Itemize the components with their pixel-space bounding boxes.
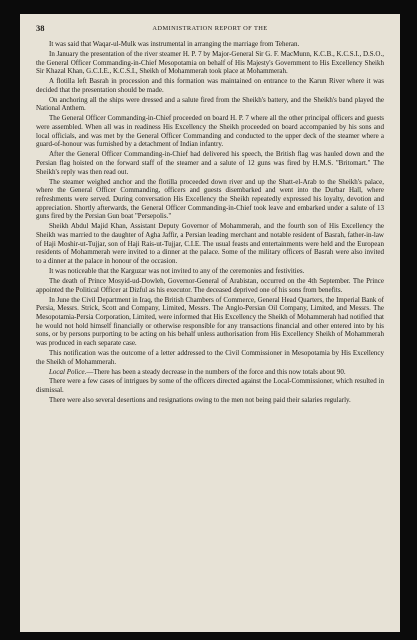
- paragraph: In June the Civil Department in Iraq, the British Chambers of Commerce, General Head Quarters, the Imperial Bank of Persia, Messrs. Strick, Scott and Company, Limited, Messrs. The Anglo-Persian Oil Company, Limited, and Messrs. The Mesopotamia-Persia Corporation, Limited, were informed that His Excellency the Sheikh of Mohammerah had notified that he would not hold himself financially or otherwise responsible for any transactions financial and other entered into by his sons, or by persons purporting to be acting on his behalf unless authorisation from His Excellency Sheikh of Mohammerah was produced in each separate case.: [36, 295, 384, 348]
- paragraph: There were a few cases of intrigues by some of the officers directed against the Local-Commissioner, which resulted in dismissal.: [36, 377, 384, 395]
- local-police-paragraph: [36, 368, 384, 377]
- running-title: ADMINISTRATION REPORT OF THE: [152, 25, 268, 32]
- paragraph: In January the presentation of the river steamer H. P. 7 by Major-General Sir G. F. MacMunn, K.C.B., K.C.S.I., D.S.O., the General Officer Commanding-in-Chief Mesopotamia on behalf of His Majesty's Government to His Excellency Sheikh Sir Khazal Khan, G.C.I.E., K.C.S.I., Sheikh of Mohammerah took place at Mohammerah.: [36, 49, 384, 76]
- paragraph: The steamer weighed anchor and the flotilla proceeded down river and up the Shatt-el-Arab to the Sheikh's palace, where the General Officer Commanding, officers and guests disembarked and went into the Durbar Hall, where refreshments were served. During conversation His Excellency the Sheikh repeatedly expressed his loyalty, devotion and appreciation. Shortly afterwards, the General Officer Commanding-in-Chief took leave and embarked under a salute of 13 guns fired by the Persian Gun boat "Persepolis.": [36, 177, 384, 221]
- local-police-text: —There has been a steady decrease in the numbers of the force and this now totals about 90.: [86, 367, 346, 376]
- paragraph: It was noticeable that the Karguzar was not invited to any of the ceremonies and festivities.: [49, 267, 305, 276]
- paragraph: Sheikh Abdul Majid Khan, Assistant Deputy Governor of Mohammerah, and the fourth son of His Excellency the Sheikh was married to the daughter of Agha Jaffir, a Persian leading merchant and notable resident of Basrah, father-in-law of Haji Moshir-ut-Tujjar, son of Haji Rais-ut-Tujjar, C.I.E. The usual feasts and entertainments were held and the European residents of Mohammerah were invited to a dinner at the palace. Some of the military officers of Basrah were also invited to a dinner at the palace in honour of the occasion.: [36, 222, 384, 266]
- paragraph: On anchoring all the ships were dressed and a salute fired from the Sheikh's battery, and the Sheikh's band played the National Anthem.: [36, 95, 384, 113]
- page-number: 38: [36, 23, 45, 33]
- paragraph: The death of Prince Mosyid-ud-Dowleh, Governor-General of Arabistan, occurred on the 4th September. The Prince appointed the Political Officer at Dizful as his executor. The deceased deprived one of his sons from benefits.: [36, 276, 384, 294]
- document-page: [20, 14, 400, 632]
- local-police-heading: Local Police.: [49, 367, 87, 376]
- paragraph: A flotilla left Basrah in procession and this formation was maintained on entrance to the Karun River where it was decided that the presentation should be made.: [36, 77, 384, 94]
- paragraph: It was said that Waqar-ul-Mulk was instrumental in arranging the marriage from Teheran.: [49, 40, 300, 48]
- paragraph: The General Officer Commanding-in-Chief proceeded on board H. P. 7 where all the other principal officers and guests were assembled. When all was in readiness His Excellency the Sheikh proceeded on board accompanied by his sons and local officials, and was met by the General Officer Commanding and conducted to the upper deck of the steamer where a guard-of-honour was furnished by a detachment of Indian infantry.: [36, 114, 384, 149]
- report-body: [36, 40, 384, 405]
- paragraph: After the General Officer Commanding-in-Chief had delivered his speech, the British flag was hauled down and the Persian flag hoisted on the forward staff of the steamer and a salute of 12 guns was fired by H.M.S. "Britomart." The Sheikh's reply was then read out.: [36, 150, 384, 176]
- running-header: [36, 24, 384, 36]
- paragraph: This notification was the outcome of a letter addressed to the Civil Commissioner in Mesopotamia by His Excellency the Sheikh of Mohammerah.: [36, 348, 384, 366]
- paragraph: There were also several desertions and resignations owing to the men not being paid their salaries regularly.: [49, 396, 351, 405]
